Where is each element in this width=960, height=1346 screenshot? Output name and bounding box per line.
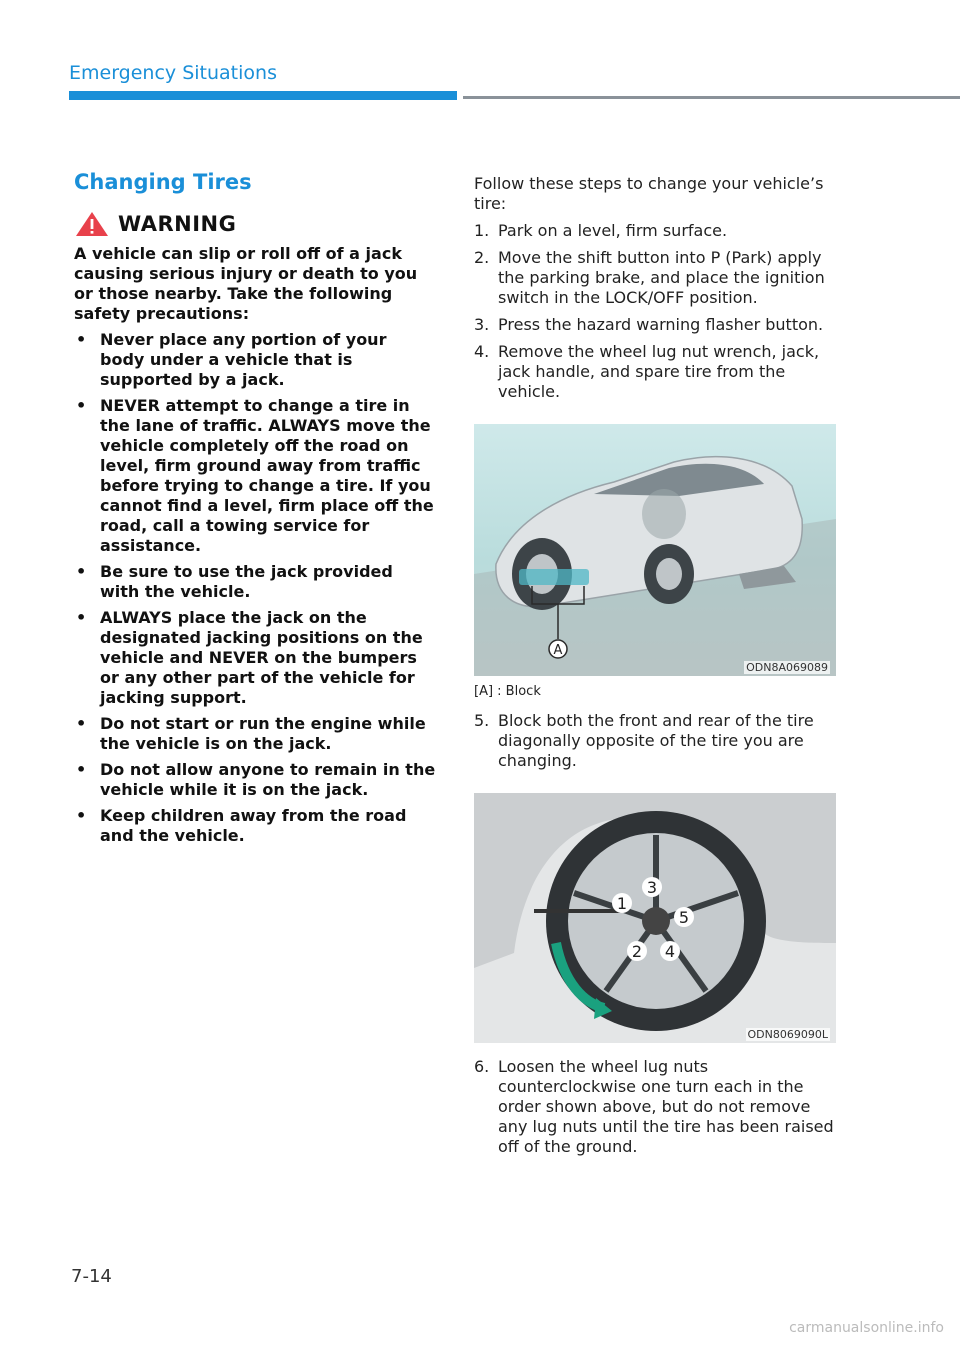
figure-jack-car bbox=[474, 424, 836, 676]
warning-list bbox=[74, 330, 436, 846]
list-item: • Never place any portion of your body under a vehicle that is supported by a jack. bbox=[76, 330, 387, 389]
list-item: • NEVER attempt to change a tire in the lane of traffic. ALWAYS move the vehicle completely off the road on level, firm ground away from traffic before trying to change a tire. If you cannot find a level, firm place off the road, call a towing service for assistance. bbox=[76, 396, 434, 555]
lug-label-5: 5 bbox=[678, 908, 690, 927]
left-column bbox=[74, 170, 436, 852]
car-on-jack-illustration bbox=[474, 424, 836, 676]
section-title: Emergency Situations bbox=[69, 62, 277, 84]
page-title: Changing Tires bbox=[74, 170, 252, 194]
header-rule bbox=[463, 96, 960, 99]
figure-caption: [A] : Block bbox=[474, 684, 541, 699]
steps-intro: Follow these steps to change your vehicle’s tire: bbox=[474, 174, 824, 213]
figure-code: ODN8069090L bbox=[747, 1028, 828, 1041]
list-item: • Do not start or run the engine while the vehicle is on the jack. bbox=[76, 714, 426, 753]
step-item: 3. Press the hazard warning flasher button. bbox=[474, 315, 824, 334]
list-item: • ALWAYS place the jack on the designated jacking positions on the vehicle and NEVER on the bumpers or any other part of the vehicle for jacking support. bbox=[76, 608, 423, 707]
list-item: • Keep children away from the road and the vehicle. bbox=[76, 806, 407, 845]
warning-label: WARNING bbox=[118, 212, 237, 236]
lug-label-3: 3 bbox=[646, 878, 658, 897]
page-number: 7-14 bbox=[71, 1266, 112, 1287]
right-column bbox=[474, 174, 836, 1164]
wheel-lug-order-illustration bbox=[474, 793, 836, 1043]
warning-icon bbox=[74, 210, 110, 238]
step-item: 1. Park on a level, firm surface. bbox=[474, 221, 728, 240]
watermark: carmanualsonline.info bbox=[789, 1320, 944, 1336]
figure-code: ODN8A069089 bbox=[746, 661, 828, 674]
lug-label-2: 2 bbox=[631, 942, 643, 961]
warning-header bbox=[74, 210, 436, 238]
step-item: 2. Move the shift button into P (Park) apply the parking brake, and place the ignition switch in the LOCK/OFF position. bbox=[474, 248, 825, 307]
list-item: • Be sure to use the jack provided with the vehicle. bbox=[76, 562, 393, 601]
warning-intro: A vehicle can slip or roll off of a jack causing serious injury or death to you or those nearby. Take the following safety precautions: bbox=[74, 244, 418, 323]
figure-lug-nuts bbox=[474, 793, 836, 1043]
figure-label-a: A bbox=[553, 643, 563, 658]
header-bar bbox=[69, 91, 457, 100]
list-item: • Do not allow anyone to remain in the vehicle while it is on the jack. bbox=[76, 760, 436, 799]
step-item: 4. Remove the wheel lug nut wrench, jack, jack handle, and spare tire from the vehicle. bbox=[474, 342, 820, 401]
lug-label-4: 4 bbox=[664, 942, 676, 961]
step-item: 6. Loosen the wheel lug nuts counterclockwise one turn each in the order shown above, but do not remove any lug nuts until the tire has been raised off of the ground. bbox=[474, 1057, 834, 1156]
step-item: 5. Block both the front and rear of the tire diagonally opposite of the tire you are changing. bbox=[474, 711, 814, 770]
lug-label-1: 1 bbox=[616, 894, 628, 913]
